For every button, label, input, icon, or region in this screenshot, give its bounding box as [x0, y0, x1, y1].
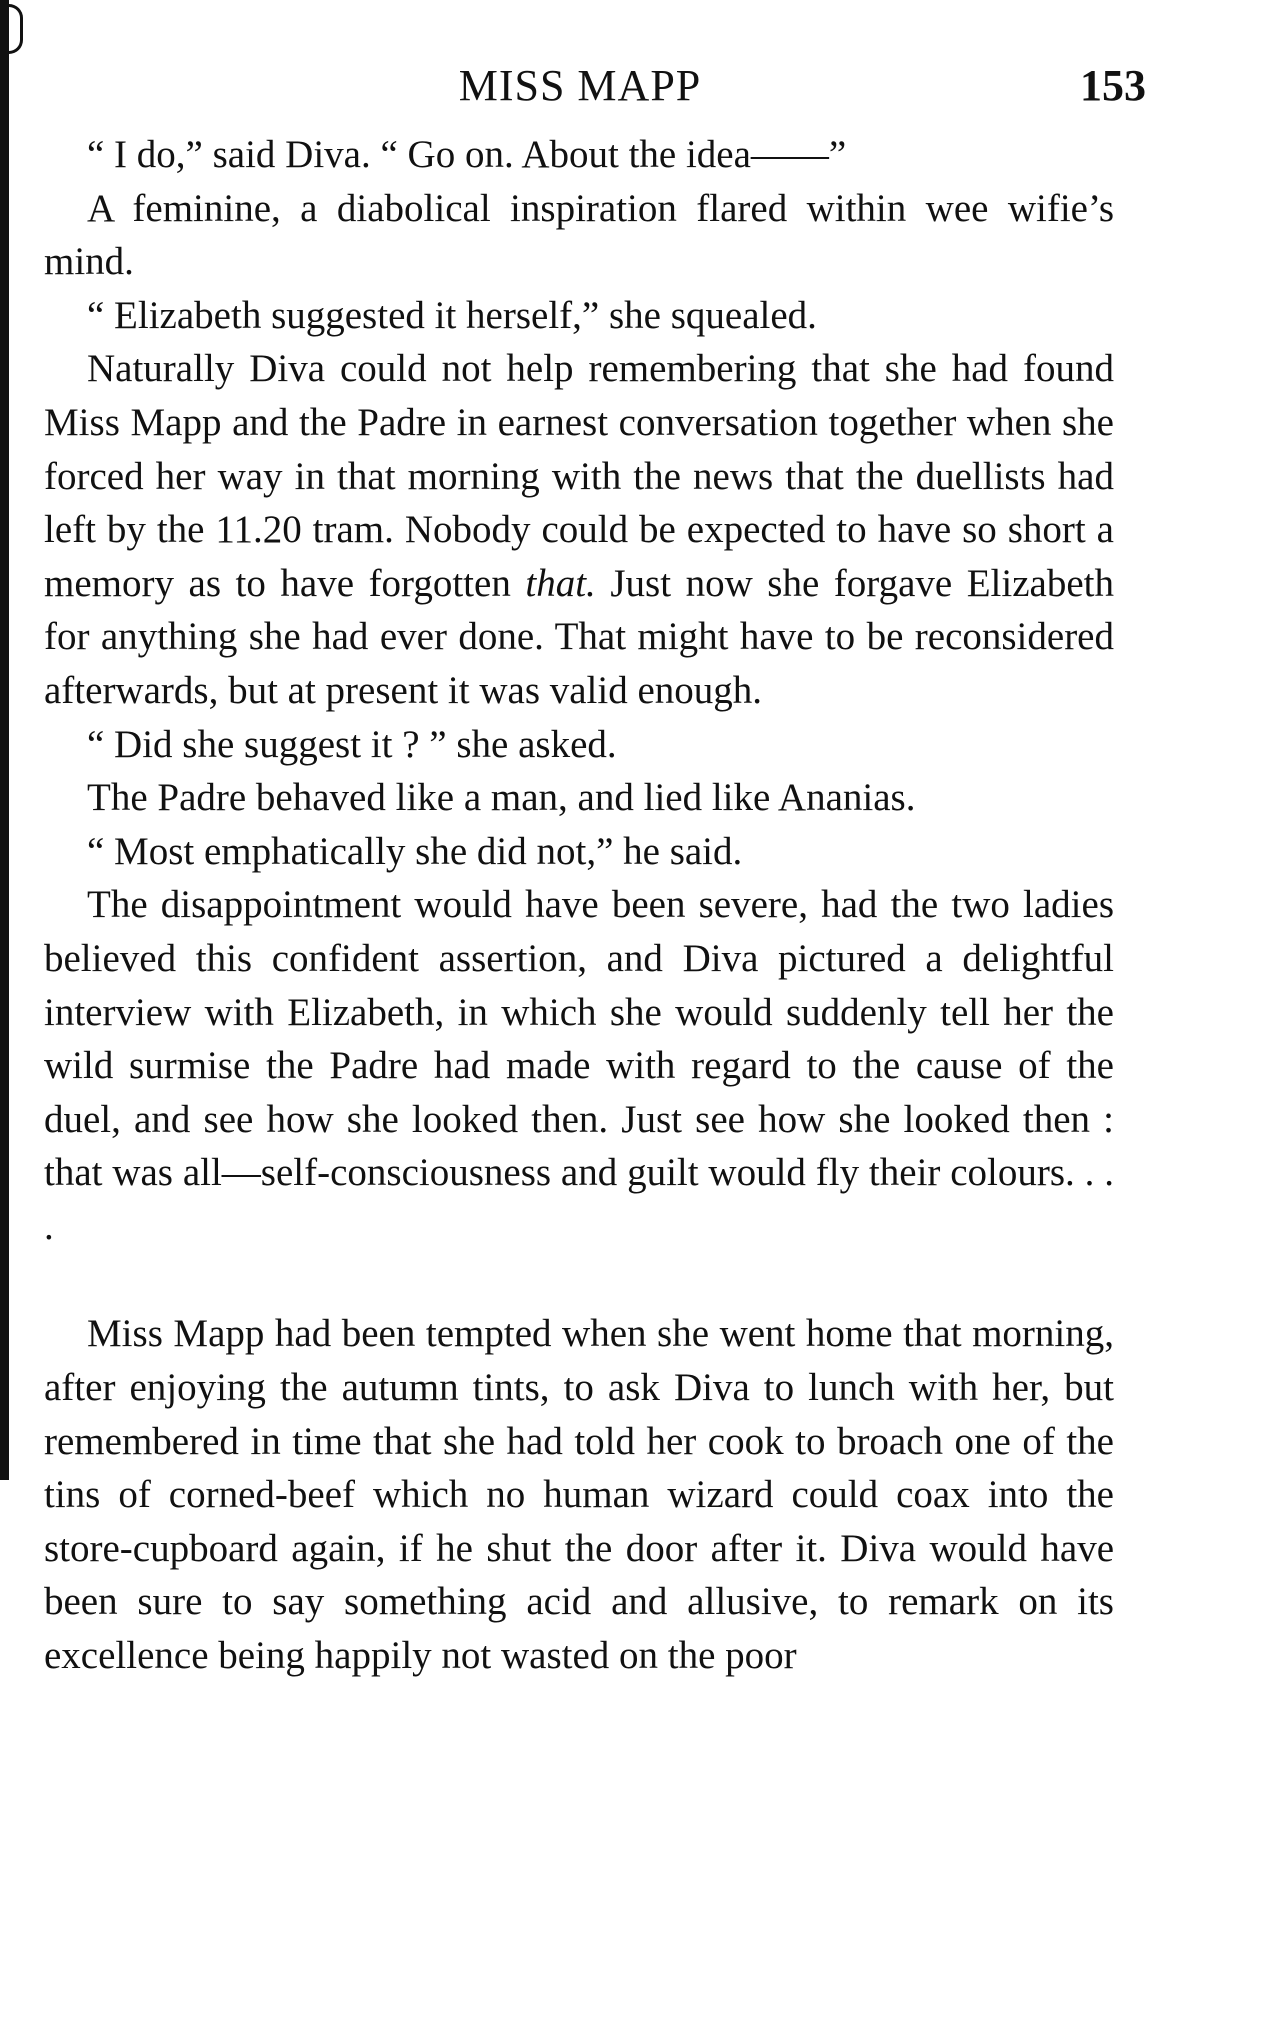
book-spine-edge — [0, 0, 9, 1480]
running-title: MISS MAPP — [458, 61, 702, 110]
paragraph: “ I do,” said Diva. “ Go on. About the idea——” — [87, 133, 847, 176]
paragraph: A feminine, a diabolical inspiration flared within wee wifie’s mind. — [44, 186, 1114, 284]
emphasis-word: that. — [525, 561, 596, 605]
page-number: 153 — [1080, 61, 1146, 110]
section-break — [44, 1253, 1114, 1307]
paragraph: Miss Mapp had been tempted when she went home that morning, after enjoying the autumn tints, to ask Diva to lunch with her, but remembered in time that she had told her cook to broach one of the tins of corned-beef which no human wizard could coax into the store-cupboard again, if he shut the door after it. Diva would have been sure to say something acid and allusive, to remark on its excellence being happily not wasted on the poor — [44, 1312, 1114, 1678]
paragraph: “ Most emphatically she did not,” he said. — [87, 829, 743, 873]
paragraph: The disappointment would have been severe, had the two ladies believed this confident assertion, and Diva pictured a delightful interview with Elizabeth, in which she would suddenly tell her the wild surmise the Padre had made with regard to the cause of the duel, and see how she looked then. Just see how she looked then : that was all—self-consciousness and guilt would fly their colours. . . . — [44, 883, 1114, 1248]
paragraph-text: Naturally Diva could not help remembering that she had found Miss Mapp and the Padre in earnest conversation together when she forced her way in that morning with the news that the duellists had left by the 11.20 tram. Nobody could be expected to have so short a memory as to have forgotten — [44, 347, 1114, 605]
paragraph-text: Just now she forgave Elizabeth for anything she had ever done. That might have to be reconsidered afterwards, but at present it was valid enough. — [44, 561, 1114, 712]
page-curl-mark — [4, 4, 23, 54]
paragraph — [44, 342, 1114, 717]
paragraph: The Padre behaved like a man, and lied like Ananias. — [87, 776, 916, 820]
paragraph: “ Did she suggest it ? ” she asked. — [87, 722, 617, 766]
page-header — [0, 56, 1263, 116]
body-text — [44, 128, 1114, 1683]
paragraph: “ Elizabeth suggested it herself,” she squealed. — [87, 293, 817, 337]
